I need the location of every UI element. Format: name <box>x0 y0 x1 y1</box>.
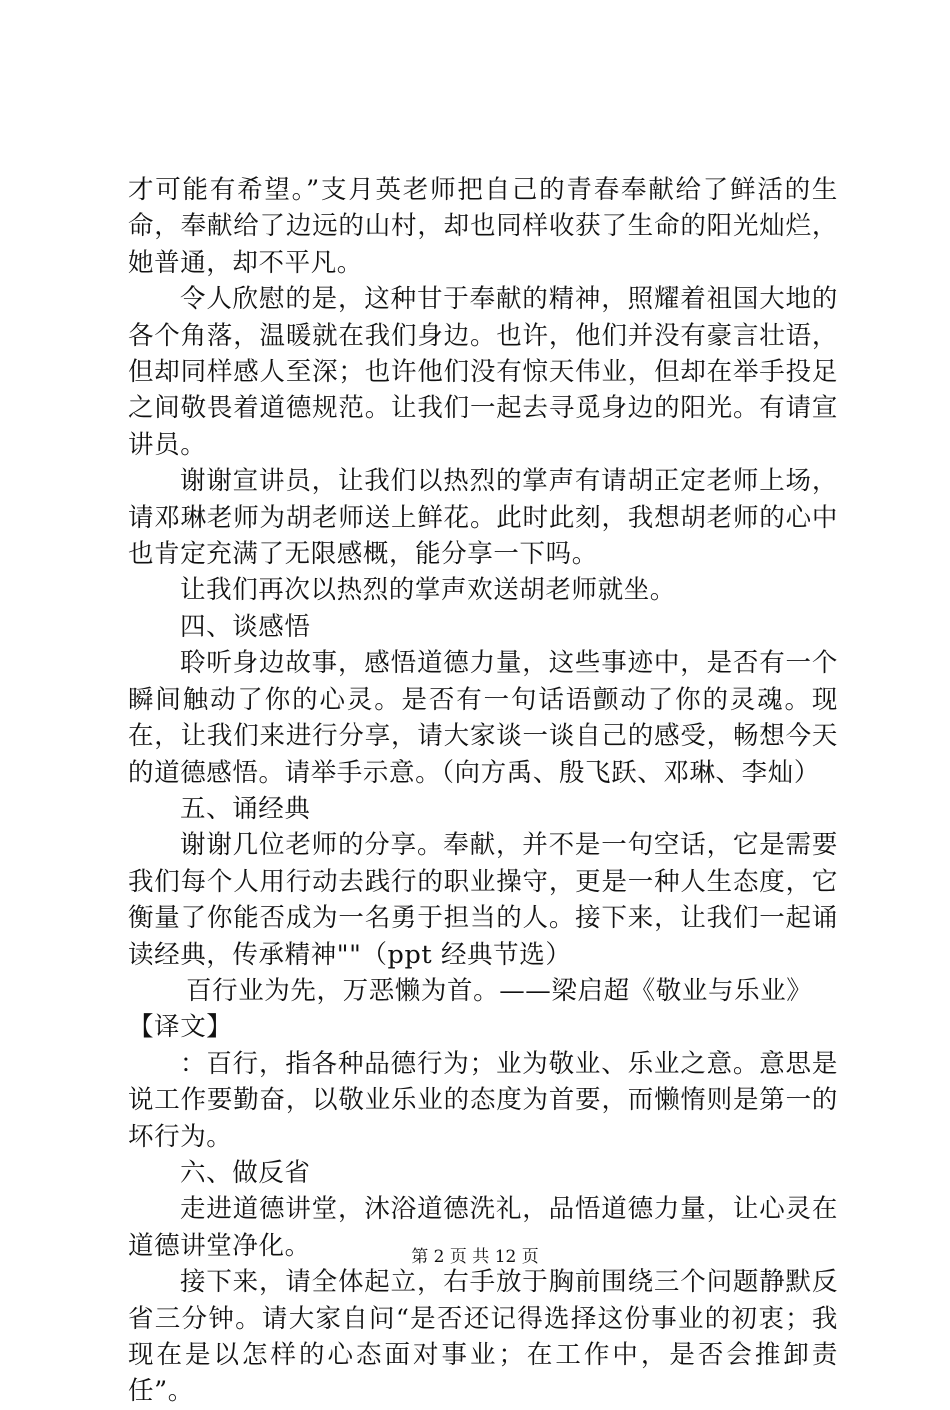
paragraph-13: 走进道德讲堂，沐浴道德洗礼，品悟道德力量，让心灵在道德讲堂净化。 <box>128 1194 838 1261</box>
translation-text: ：百行，指各种品德行为；业为敬业、乐业之意。意思是说工作要勤奋，以敬业乐业的态度为首要，而懒惰则是第一的坏行为。 <box>128 1048 838 1152</box>
section-heading-4: 四、谈感悟 <box>180 611 311 642</box>
document-body <box>128 172 838 1410</box>
page-footer <box>0 1242 950 1267</box>
section-heading-6: 六、做反省 <box>180 1157 311 1188</box>
paragraph-6: 聆听身边故事，感悟道德力量，这些事迹中，是否有一个瞬间触动了你的心灵。是否有一句话语颤动了你的灵魂。现在，让我们来进行分享，请大家谈一谈自己的感受，畅想今天的道德感悟。请举手示意。（向方禹、殷飞跃、邓琳、李灿） <box>128 648 838 788</box>
translation-label: 【译文】 <box>128 1012 233 1043</box>
paragraph-2: 令人欣慰的是，这种甘于奉献的精神，照耀着祖国大地的各个角落，温暖就在我们身边。也许，他们并没有豪言壮语，但却同样感人至深；也许他们没有惊天伟业，但却在举手投足之间敬畏着道德规范。让我们一起去寻觅身边的阳光。有请宣讲员。 <box>128 284 838 460</box>
paragraph-3: 谢谢宣讲员，让我们以热烈的掌声有请胡正定老师上场，请邓琳老师为胡老师送上鲜花。此时此刻，我想胡老师的心中也肯定充满了无限感概，能分享一下吗。 <box>128 466 838 570</box>
section-heading-5: 五、诵经典 <box>180 793 311 824</box>
classic-quote: 百行业为先，万恶懒为首。——梁启超《敬业与乐业》 <box>186 975 813 1006</box>
paragraph-8: 谢谢几位老师的分享。奉献，并不是一句空话，它是需要我们每个人用行动去践行的职业操守，更是一种人生态度，它衡量了你能否成为一名勇于担当的人。接下来，让我们一起诵读经典，传承精神""（ppt 经典节选） <box>128 830 838 970</box>
page-number-label: 第 2 页 共 12 页 <box>411 1247 539 1267</box>
paragraph-4: 让我们再次以热烈的掌声欢送胡老师就坐。 <box>180 575 676 606</box>
paragraph-1: 才可能有希望。”支月英老师把自己的青春奉献给了鲜活的生命，奉献给了边远的山村，却也同样收获了生命的阳光灿烂，她普通，却不平凡。 <box>128 175 838 278</box>
paragraph-14: 接下来，请全体起立，右手放于胸前围绕三个问题静默反省三分钟。请大家自问“是否还记得选择这份事业的初衷；我现在是以怎样的心态面对事业；在工作中，是否会推卸责任”。 <box>128 1267 838 1407</box>
